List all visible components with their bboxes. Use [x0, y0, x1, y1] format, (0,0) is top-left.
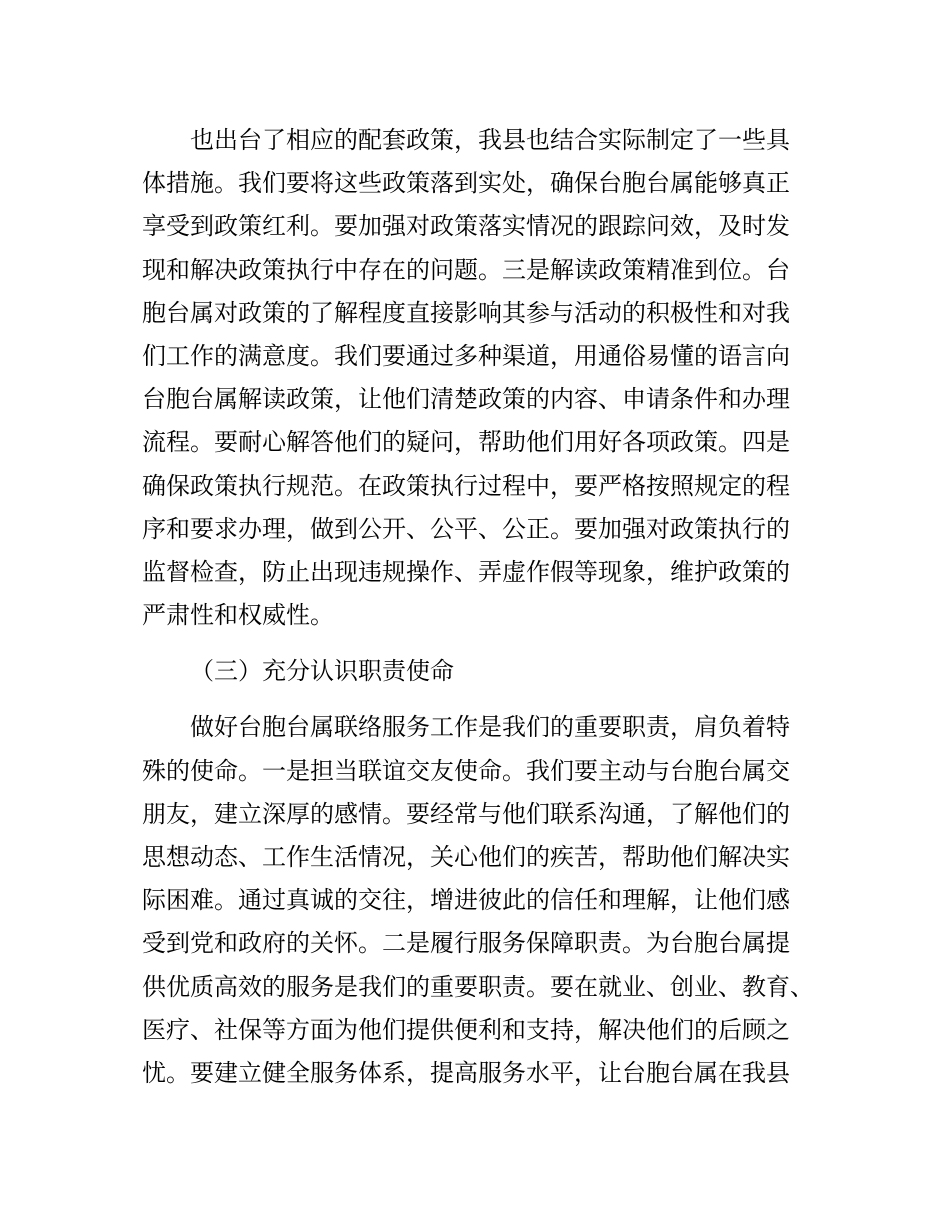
text-line: 供优质高效的服务是我们的重要职责。要在就业、创业、教育、: [142, 972, 814, 1001]
text-line: 台胞台属解读政策，让他们清楚政策的内容、申请条件和办理: [142, 385, 790, 414]
text-line: 体措施。我们要将这些政策落到实处，确保台胞台属能够真正: [142, 169, 790, 198]
text-line: 胞台属对政策的了解程度直接影响其参与活动的积极性和对我: [142, 298, 790, 327]
text-line: 监督检查，防止出现违规操作、弄虚作假等现象，维护政策的: [142, 557, 790, 586]
text-line: 做好台胞台属联络服务工作是我们的重要职责，肩负着特: [190, 713, 790, 742]
text-line: 享受到政策红利。要加强对政策落实情况的跟踪问效，及时发: [142, 212, 790, 241]
text-line: 确保政策执行规范。在政策执行过程中，要严格按照规定的程: [142, 471, 790, 500]
document-page: [142, 119, 822, 1095]
text-line: 医疗、社保等方面为他们提供便利和支持，解决他们的后顾之: [142, 1015, 790, 1044]
text-line: 严肃性和权威性。: [142, 601, 334, 630]
text-line: 也出台了相应的配套政策，我县也结合实际制定了一些具: [190, 126, 790, 154]
body-paragraph-1: [142, 119, 822, 637]
text-line: 流程。要耐心解答他们的疑问，帮助他们用好各项政策。四是: [142, 428, 790, 457]
text-line: 现和解决政策执行中存在的问题。三是解读政策精准到位。台: [142, 255, 790, 284]
spacer: [142, 693, 822, 706]
body-paragraph-2: [142, 706, 822, 1095]
text-line: 际困难。通过真诚的交往，增进彼此的信任和理解，让他们感: [142, 886, 790, 915]
spacer: [142, 637, 822, 650]
text-line: 受到党和政府的关怀。二是履行服务保障职责。为台胞台属提: [142, 929, 790, 958]
text-line: 们工作的满意度。我们要通过多种渠道，用通俗易懂的语言向: [142, 341, 790, 370]
text-line: 朋友，建立深厚的感情。要经常与他们联系沟通，了解他们的: [142, 799, 790, 828]
text-line: 序和要求办理，做到公开、公平、公正。要加强对政策执行的: [142, 514, 790, 543]
text-line: 忧。要建立健全服务体系，提高服务水平，让台胞台属在我县: [142, 1058, 790, 1087]
section-heading: （三）充分认识职责使命: [190, 657, 454, 686]
text-line: 殊的使命。一是担当联谊交友使命。我们要主动与台胞台属交: [142, 756, 790, 785]
text-line: 思想动态、工作生活情况，关心他们的疾苦，帮助他们解决实: [142, 843, 790, 871]
